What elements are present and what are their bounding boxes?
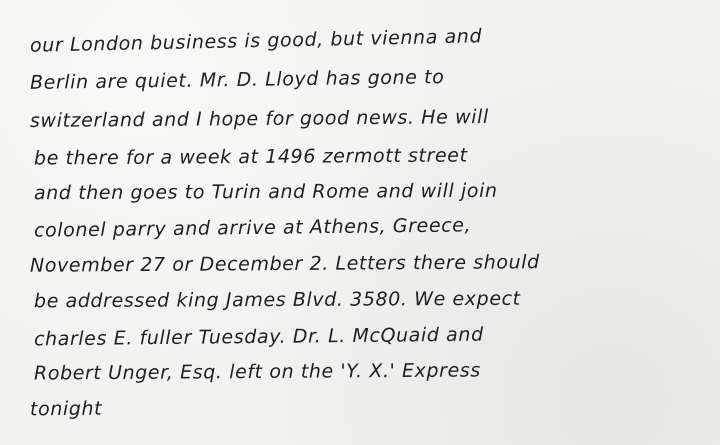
note-line: our London business is good, but vienna and (29, 25, 483, 57)
note-line: colonel parry and arrive at Athens, Greece, (33, 214, 472, 242)
note-line: switzerland and I hope for good news. He will (29, 105, 489, 133)
note-line: be addressed king James Blvd. 3580. We expect (33, 287, 521, 313)
note-line: Berlin are quiet. Mr. D. Lloyd has gone to (29, 66, 445, 94)
note-line: be there for a week at 1496 zermott street (33, 144, 468, 170)
note-line: November 27 or December 2. Letters there should (29, 251, 540, 277)
note-line: and then goes to Turin and Rome and will join (33, 179, 498, 205)
note-line: Robert Unger, Esq. left on the 'Y. X.' Express (33, 359, 481, 385)
note-line: tonight (29, 397, 103, 421)
note-line: charles E. fuller Tuesday. Dr. L. McQuaid and (33, 323, 484, 351)
